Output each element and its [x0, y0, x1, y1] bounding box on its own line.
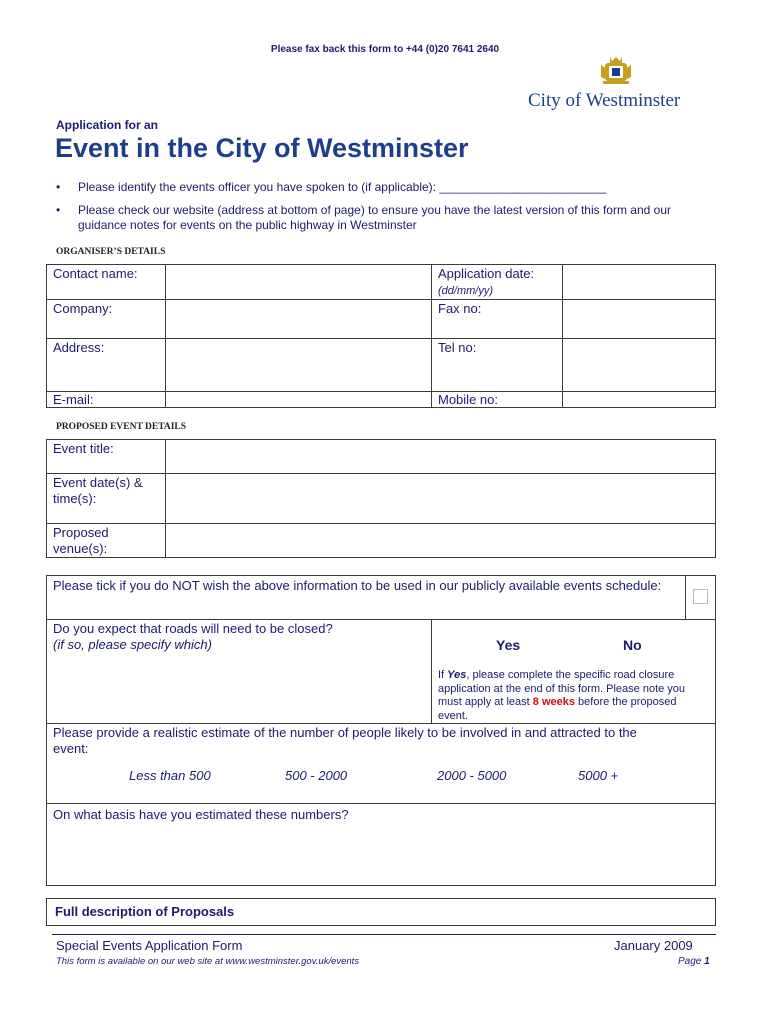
mobile-no-label: Mobile no:	[432, 392, 563, 408]
attendance-option-2[interactable]: 500 - 2000	[285, 768, 348, 783]
footer-form-name: Special Events Application Form	[56, 938, 243, 953]
footer-availability: This form is available on our web site at www.westminster.gov.uk/events	[56, 956, 360, 967]
form-pretitle: Application for an	[56, 118, 158, 132]
event-table	[46, 439, 716, 558]
bullet-dot: •	[56, 203, 61, 217]
note-yes: Yes	[447, 669, 467, 681]
bullet-dot: •	[56, 180, 61, 194]
note-mid: , please complete the specific road closure application at the end of this form. Please note you must apply at least	[438, 669, 686, 708]
bullet-text: Please identify the events officer you have spoken to (if applicable): _________________________	[78, 180, 607, 194]
attendance-cell	[47, 724, 716, 804]
roads-yes-option[interactable]: Yes	[496, 637, 521, 653]
event-dates-label: Event date(s) & time(s):	[47, 474, 166, 524]
contact-name-field[interactable]	[166, 265, 432, 300]
attendance-option-4[interactable]: 5000 +	[578, 768, 619, 783]
roads-answer-cell	[432, 620, 716, 724]
attendance-option-1[interactable]: Less than 500	[129, 768, 211, 783]
footer-date: January 2009	[614, 938, 693, 953]
event-title-field[interactable]	[166, 440, 716, 474]
westminster-crest-icon	[596, 55, 636, 85]
basis-question[interactable]: On what basis have you estimated these numbers?	[47, 804, 716, 886]
organiser-heading: ORGANISER’S DETAILS	[56, 247, 166, 257]
tel-no-label: Tel no:	[432, 339, 563, 392]
note-weeks: 8 weeks	[532, 696, 575, 708]
organisation-name: City of Westminster	[528, 90, 681, 111]
roads-question: Do you expect that roads will need to be closed?	[53, 621, 333, 636]
roads-closure-note	[438, 669, 708, 723]
company-label: Company:	[47, 300, 166, 339]
footer-page	[678, 956, 710, 967]
page-number: 1	[704, 956, 710, 967]
event-title-label: Event title:	[47, 440, 166, 474]
fax-no-label: Fax no:	[432, 300, 563, 339]
note-post: before the proposed event.	[438, 696, 677, 722]
tel-no-field[interactable]	[563, 339, 716, 392]
application-date-text: Application date:	[438, 266, 535, 281]
address-label: Address:	[47, 339, 166, 392]
mobile-no-field[interactable]	[563, 392, 716, 408]
roads-subquestion: (if so, please specify which)	[53, 637, 212, 652]
fax-instruction: Please fax back this form to +44 (0)20 7641 2640	[270, 44, 500, 55]
footer-divider	[52, 934, 716, 935]
address-field[interactable]	[166, 339, 432, 392]
venue-field[interactable]	[166, 524, 716, 558]
organiser-table	[46, 264, 716, 408]
application-date-label	[432, 265, 563, 300]
publish-optout-cell	[686, 576, 716, 620]
event-dates-field[interactable]	[166, 474, 716, 524]
company-field[interactable]	[166, 300, 432, 339]
full-description-label: Full description of Proposals	[55, 904, 235, 919]
roads-question-cell	[47, 620, 432, 724]
publish-optout-checkbox[interactable]	[693, 589, 708, 604]
event-heading: PROPOSED EVENT DETAILS	[56, 422, 187, 432]
page-label: Page	[678, 956, 705, 967]
contact-name-label: Contact name:	[47, 265, 166, 300]
bullet-text: Please check our website (address at bottom of page) to ensure you have the latest version of this form and our guidance notes for events on the public highway in Westminster	[78, 203, 671, 232]
email-label: E-mail:	[47, 392, 166, 408]
attendance-question: Please provide a realistic estimate of the number of people likely to be involved in and attracted to the event:	[53, 725, 637, 756]
full-description-box[interactable]	[46, 898, 716, 926]
questions-table	[46, 575, 716, 886]
email-field[interactable]	[166, 392, 432, 408]
venue-label: Proposed venue(s):	[47, 524, 166, 558]
date-format-hint: (dd/mm/yy)	[438, 285, 493, 297]
page-title: Event in the City of Westminster	[55, 133, 469, 163]
roads-no-option[interactable]: No	[623, 637, 642, 653]
publish-optout-question: Please tick if you do NOT wish the above information to be used in our publicly available events schedule:	[47, 576, 686, 620]
note-pre: If	[438, 669, 448, 681]
fax-no-field[interactable]	[563, 300, 716, 339]
application-date-field[interactable]	[563, 265, 716, 300]
attendance-option-3[interactable]: 2000 - 5000	[437, 768, 507, 783]
